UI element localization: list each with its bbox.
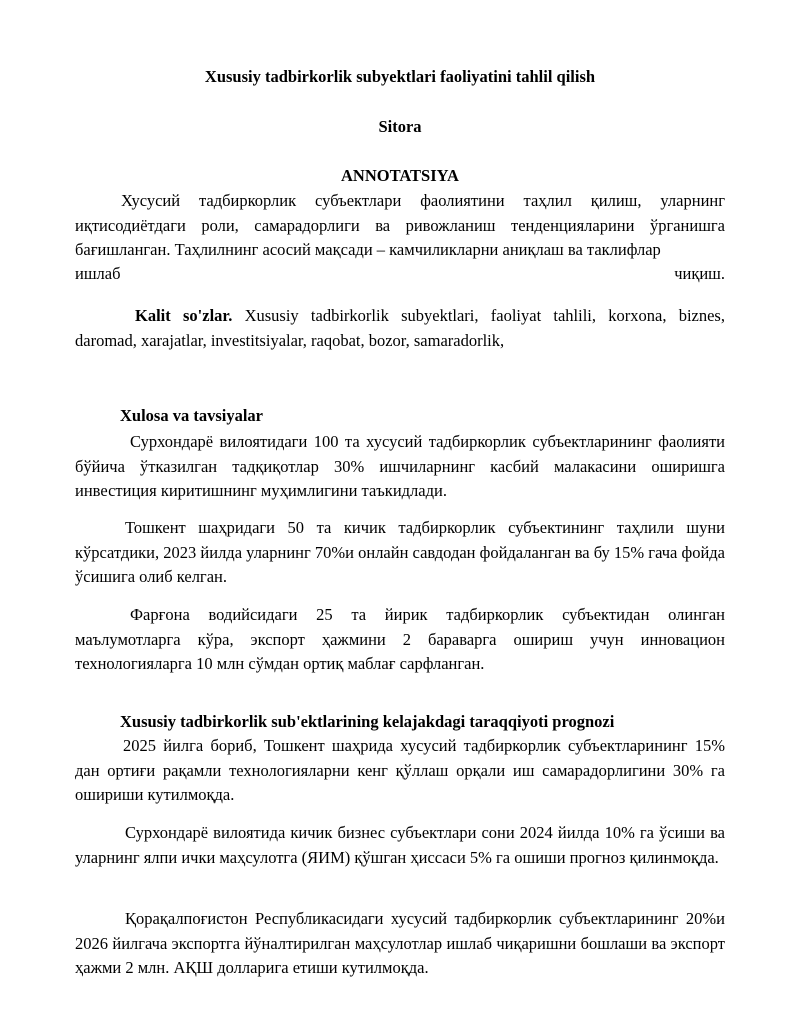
keywords-label: Kalit so'zlar. [135, 306, 233, 325]
forecast-heading: Xususiy tadbirkorlik sub'ektlarining kelajakdagi taraqqiyoti prognozi [120, 712, 615, 731]
author-name: Sitora [378, 117, 422, 136]
conclusion-paragraph-1: Сурхондарё вилоятидаги 100 та хусусий тадбиркорлик субъектларининг фаолияти бўйича ўтказилган тадқиқотлар 30% ишчиларнинг касбий малакасини оширишга инвестиция киритишнинг муҳимлигини таъкидлади. [75, 432, 725, 500]
abstract-last-left: ишлаб [75, 264, 121, 283]
forecast-paragraph-2: Сурхондарё вилоятида кичик бизнес субъектлари сони 2024 йилда 10% га ўсиши ва уларнинг ялпи ички маҳсулотга (ЯИМ) қўшган ҳиссаси 5% га ошиши прогноз қилинмоқда. [75, 823, 725, 867]
abstract-paragraph: Хусусий тадбиркорлик субъектлари фаолиятини таҳлил қилиш, уларнинг иқтисодиётдаги роли, самарадорлиги ва ривожланиш тенденцияларини ўрганишга бағишланган. Таҳлилнинг асосий мақсади – камчиликларни аниқлаш ва таклифлар [75, 191, 725, 259]
keywords-paragraph [75, 304, 725, 353]
abstract-heading: ANNOTATSIYA [341, 166, 459, 185]
conclusion-paragraph-2: Тошкент шаҳридаги 50 та кичик тадбиркорлик субъектининг таҳлили шуни кўрсатдики, 2023 йилда уларнинг 70%и онлайн савдодан фойдаланган ва бу 15% гача фойда ўсишига олиб келган. [75, 518, 725, 586]
forecast-paragraph-1: 2025 йилга бориб, Тошкент шаҳрида хусусий тадбиркорлик субъектларининг 15% дан ортиғи рақамли технологияларни кенг қўллаш орқали иш самарадорлигини 30% га ошириши кутилмоқда. [75, 736, 725, 804]
keywords-text: Xususiy tadbirkorlik subyektlari, faoliyat tahlili, korxona, biznes, daromad, xarajatlar, investitsiyalar, raqobat, bozor, samaradorlik, [75, 306, 725, 350]
abstract-last-line [75, 262, 725, 287]
document-title: Xususiy tadbirkorlik subyektlari faoliyatini tahlil qilish [204, 67, 596, 86]
conclusion-paragraph-3: Фарғона водийсидаги 25 та йирик тадбиркорлик субъектидан олинган маълумотларга кўра, экспорт ҳажмини 2 бараварга ошириш учун инновацион технологияларга 10 млн сўмдан ортиқ маблағ сарфланган. [75, 605, 725, 673]
abstract-last-right: чиқиш. [674, 264, 725, 283]
forecast-paragraph-3: Қорақалпоғистон Республикасидаги хусусий тадбиркорлик субъектларининг 20%и 2026 йилгача экспортга йўналтирилган маҳсулотлар ишлаб чиқаришни бошлаши ва экспорт ҳажми 2 млн. АҚШ долларига етиши кутилмоқда. [75, 909, 725, 977]
conclusions-heading: Xulosa va tavsiyalar [120, 406, 264, 425]
